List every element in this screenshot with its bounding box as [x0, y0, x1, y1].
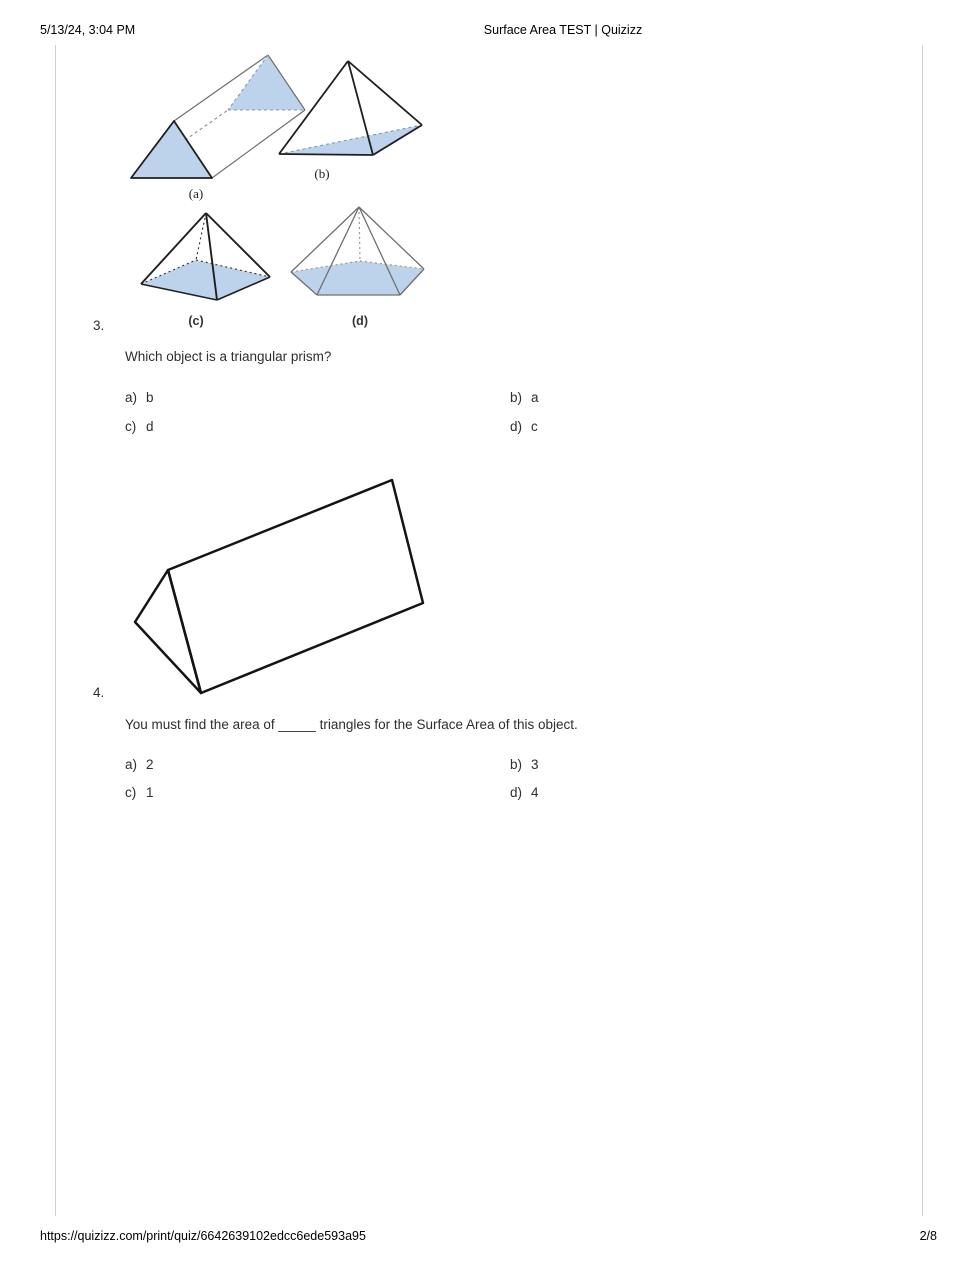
- option-value: 4: [531, 785, 539, 800]
- option-value: a: [531, 390, 539, 405]
- question-3-option-b: [510, 390, 539, 405]
- triangular-prism-outline: [135, 480, 423, 693]
- option-value: 1: [146, 785, 154, 800]
- option-letter: d): [510, 419, 523, 434]
- shape-c-square-pyramid: [141, 213, 270, 328]
- question-4-option-c: [125, 785, 154, 800]
- question-3-figure: [110, 45, 450, 335]
- question-3-option-d: [510, 419, 538, 434]
- question-4-figure: [125, 468, 435, 701]
- option-letter: b): [510, 757, 523, 772]
- shape-b-label: (b): [314, 166, 330, 181]
- option-value: 3: [531, 757, 539, 772]
- print-footer-page-indicator: 2/8: [919, 1229, 937, 1243]
- option-value: 2: [146, 757, 154, 772]
- print-header-title: Surface Area TEST | Quizizz: [483, 23, 643, 37]
- option-letter: d): [510, 785, 523, 800]
- option-letter: c): [125, 785, 137, 800]
- question-4-option-d: [510, 785, 539, 800]
- option-letter: c): [125, 419, 137, 434]
- question-3-option-c: [125, 419, 154, 434]
- shape-d-label: (d): [352, 314, 368, 328]
- question-3-number: 3.: [93, 318, 105, 333]
- shape-a-label: (a): [188, 186, 204, 201]
- option-letter: b): [510, 390, 523, 405]
- question-4-number: 4.: [93, 685, 105, 700]
- option-value: b: [146, 390, 154, 405]
- print-footer-url: https://quizizz.com/print/quiz/6642639102edcc6ede593a95: [40, 1229, 366, 1243]
- print-header-date: 5/13/24, 3:04 PM: [40, 23, 136, 37]
- shape-c-label: (c): [188, 314, 204, 328]
- shape-d-pentagonal-pyramid: [291, 207, 424, 328]
- question-4-option-b: [510, 757, 539, 772]
- option-value: d: [146, 419, 154, 434]
- option-value: c: [531, 419, 538, 434]
- question-3-option-a: [125, 390, 154, 405]
- question-4-option-a: [125, 757, 154, 772]
- shape-a-triangular-prism: [131, 55, 305, 201]
- shape-b-triangular-pyramid: [279, 61, 422, 181]
- question-4-text: You must find the area of _____ triangles for the Surface Area of this object.: [125, 717, 578, 732]
- option-letter: a): [125, 757, 138, 772]
- option-letter: a): [125, 390, 138, 405]
- question-3-text: Which object is a triangular prism?: [125, 349, 332, 364]
